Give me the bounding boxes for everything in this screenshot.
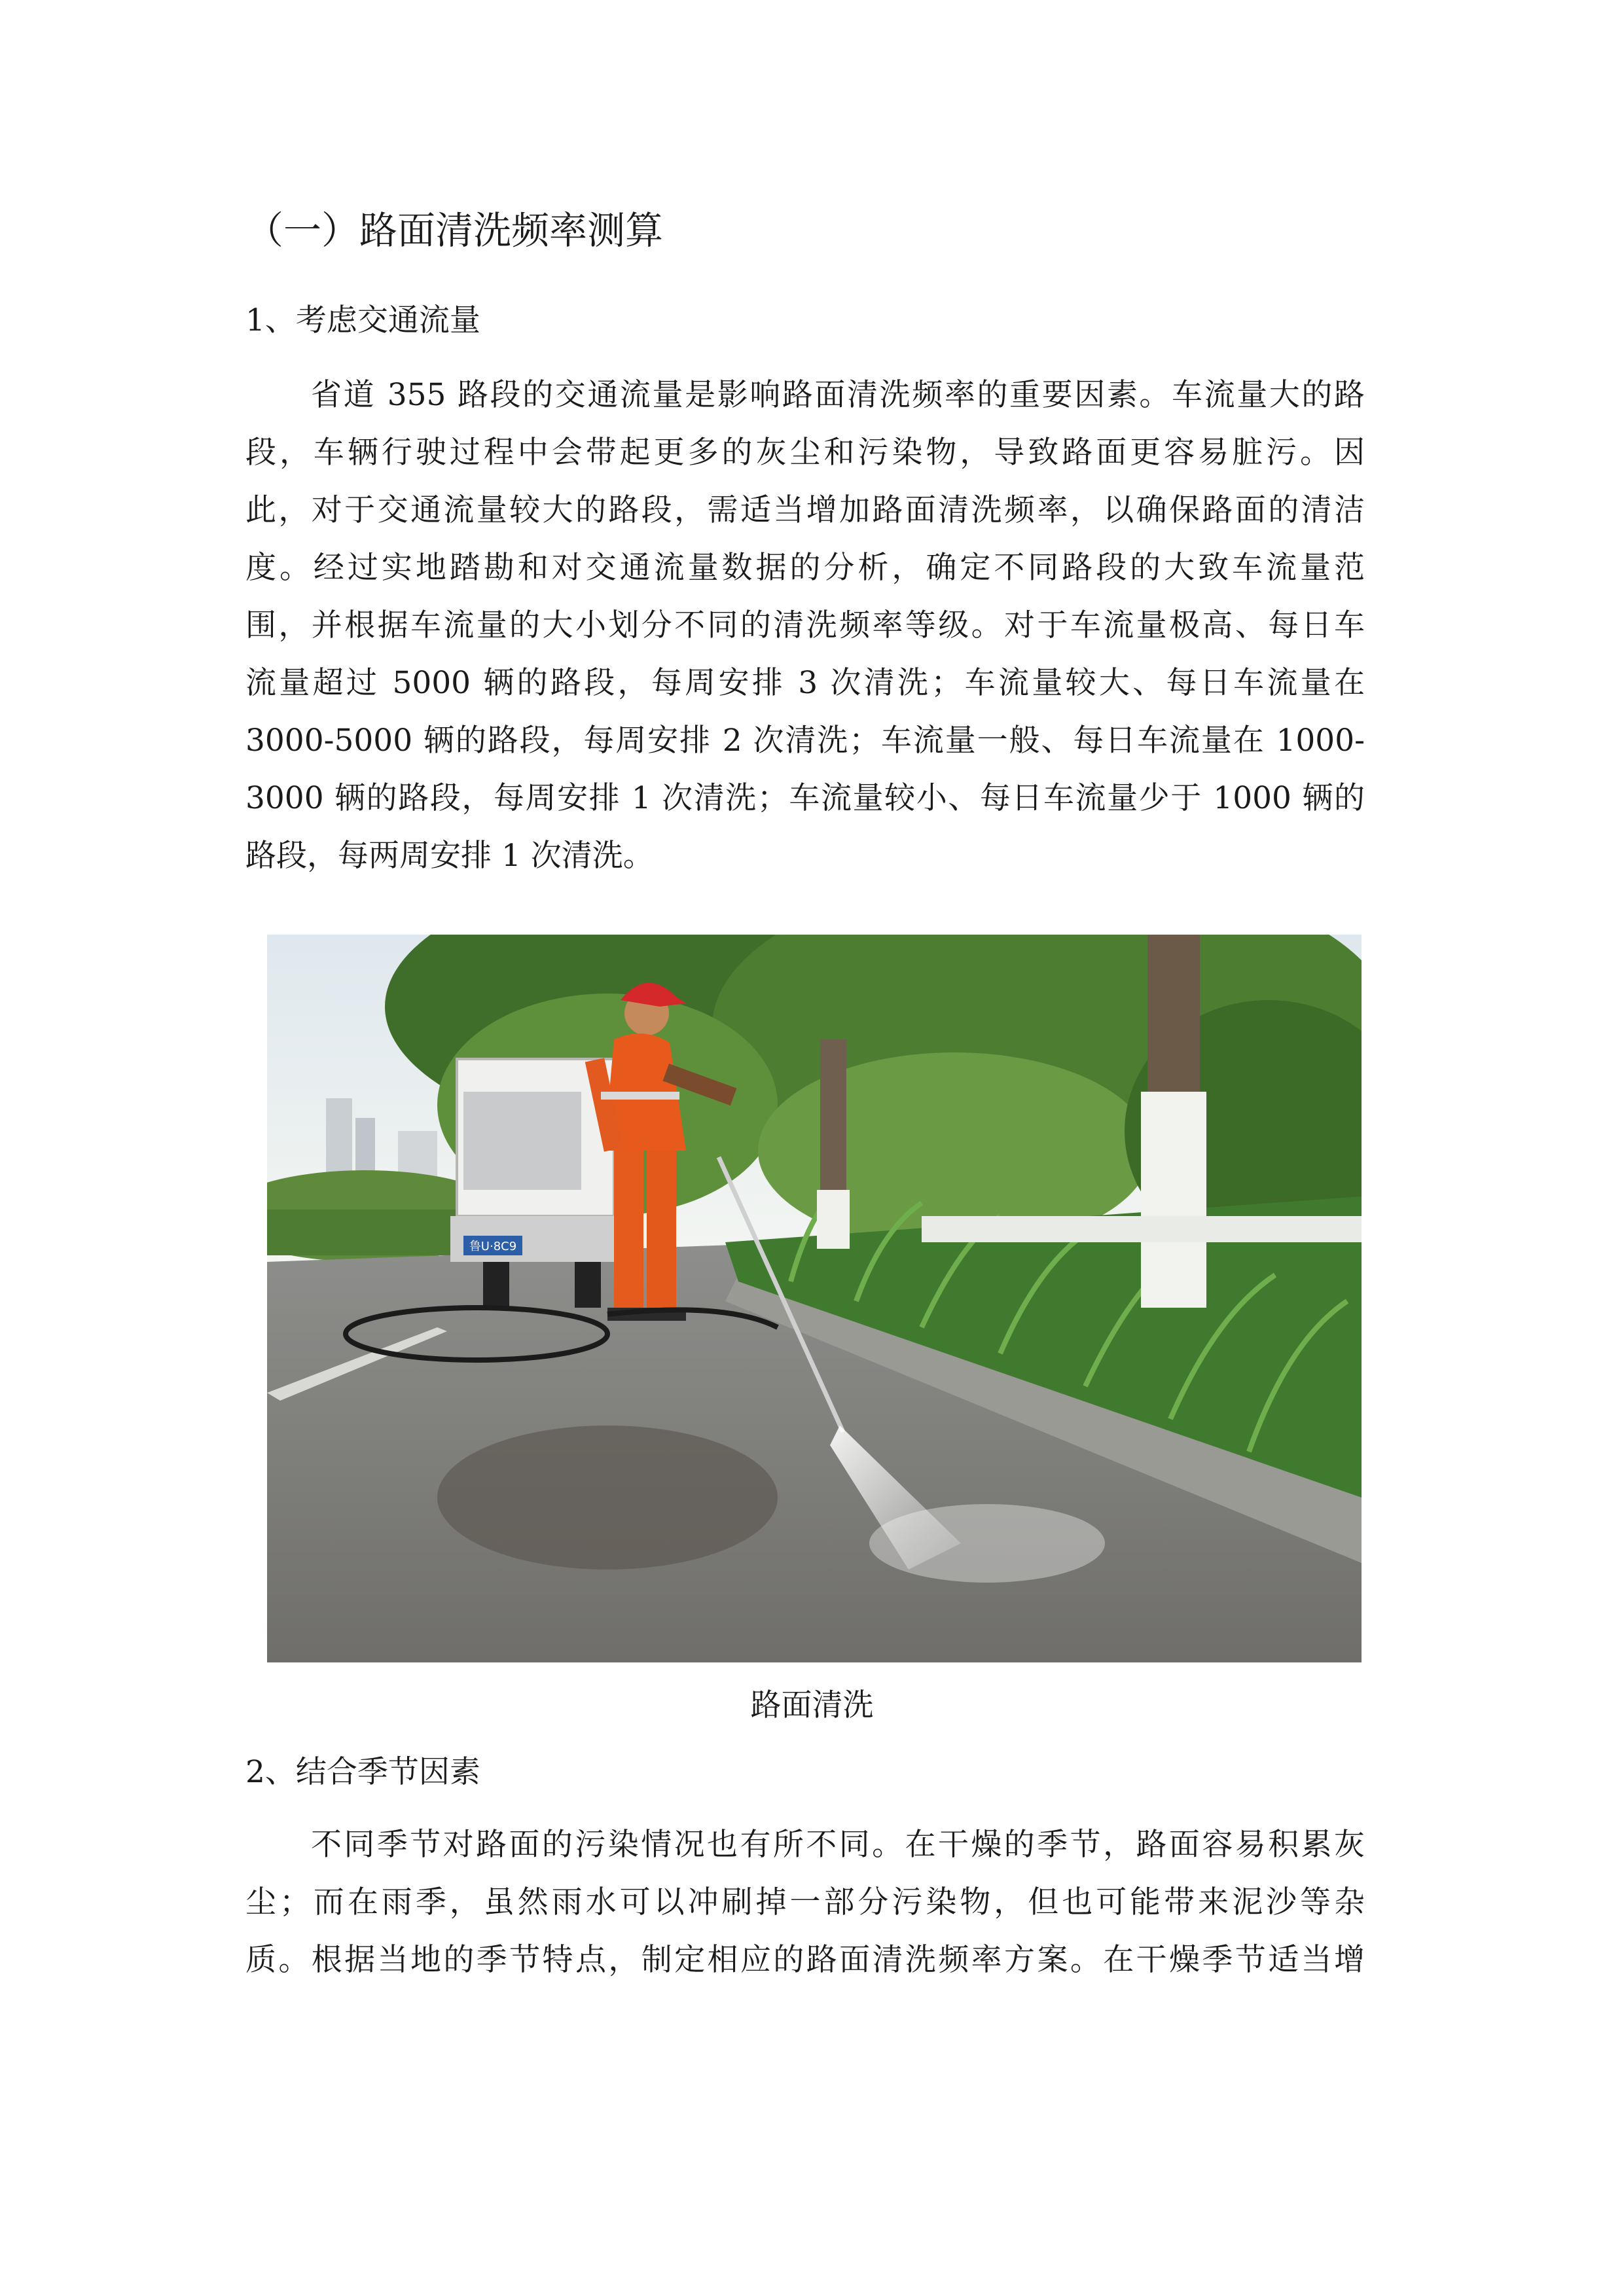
- paragraph-line: 度。经过实地踏勘和对交通流量数据的分析，确定不同路段的大致车流量范: [245, 550, 1365, 586]
- figure-caption: 路面清洗: [750, 1687, 874, 1723]
- paragraph-line: 流量超过 5000 辆的路段，每周安排 3 次清洗；车流量较大、每日车流量在: [245, 665, 1365, 701]
- paragraph-line: 路段，每两周安排 1 次清洗。: [245, 838, 654, 874]
- road-cleaning-photo: [267, 935, 1362, 1662]
- section-title: （一）路面清洗频率测算: [245, 208, 664, 253]
- paragraph-line: 段，车辆行驶过程中会带起更多的灰尘和污染物，导致路面更容易脏污。因: [245, 435, 1365, 471]
- paragraph-line: 质。根据当地的季节特点，制定相应的路面清洗频率方案。在干燥季节适当增: [245, 1942, 1365, 1978]
- paragraph-line: 不同季节对路面的污染情况也有所不同。在干燥的季节，路面容易积累灰: [311, 1827, 1365, 1863]
- paragraph-line: 3000 辆的路段，每周安排 1 次清洗；车流量较小、每日车流量少于 1000 辆的: [245, 780, 1365, 816]
- license-plate-text: 鲁U·8C9: [469, 1240, 517, 1253]
- paragraph-line: 3000-5000 辆的路段，每周安排 2 次清洗；车流量一般、每日车流量在 1000-: [245, 723, 1365, 759]
- subsection-2-paragraph: [245, 1816, 1365, 1989]
- subsection-1-title: 1、考虑交通流量: [245, 302, 480, 338]
- subsection-2-title: 2、结合季节因素: [245, 1754, 480, 1790]
- paragraph-line: 此，对于交通流量较大的路段，需适当增加路面清洗频率，以确保路面的清洁: [245, 492, 1365, 528]
- paragraph-line: 围，并根据车流量的大小划分不同的清洗频率等级。对于车流量极高、每日车: [245, 607, 1365, 643]
- paragraph-line: 尘；而在雨季，虽然雨水可以冲刷掉一部分污染物，但也可能带来泥沙等杂: [245, 1884, 1365, 1920]
- subsection-1-paragraph: [245, 367, 1365, 885]
- paragraph-line: 省道 355 路段的交通流量是影响路面清洗频率的重要因素。车流量大的路: [311, 377, 1365, 413]
